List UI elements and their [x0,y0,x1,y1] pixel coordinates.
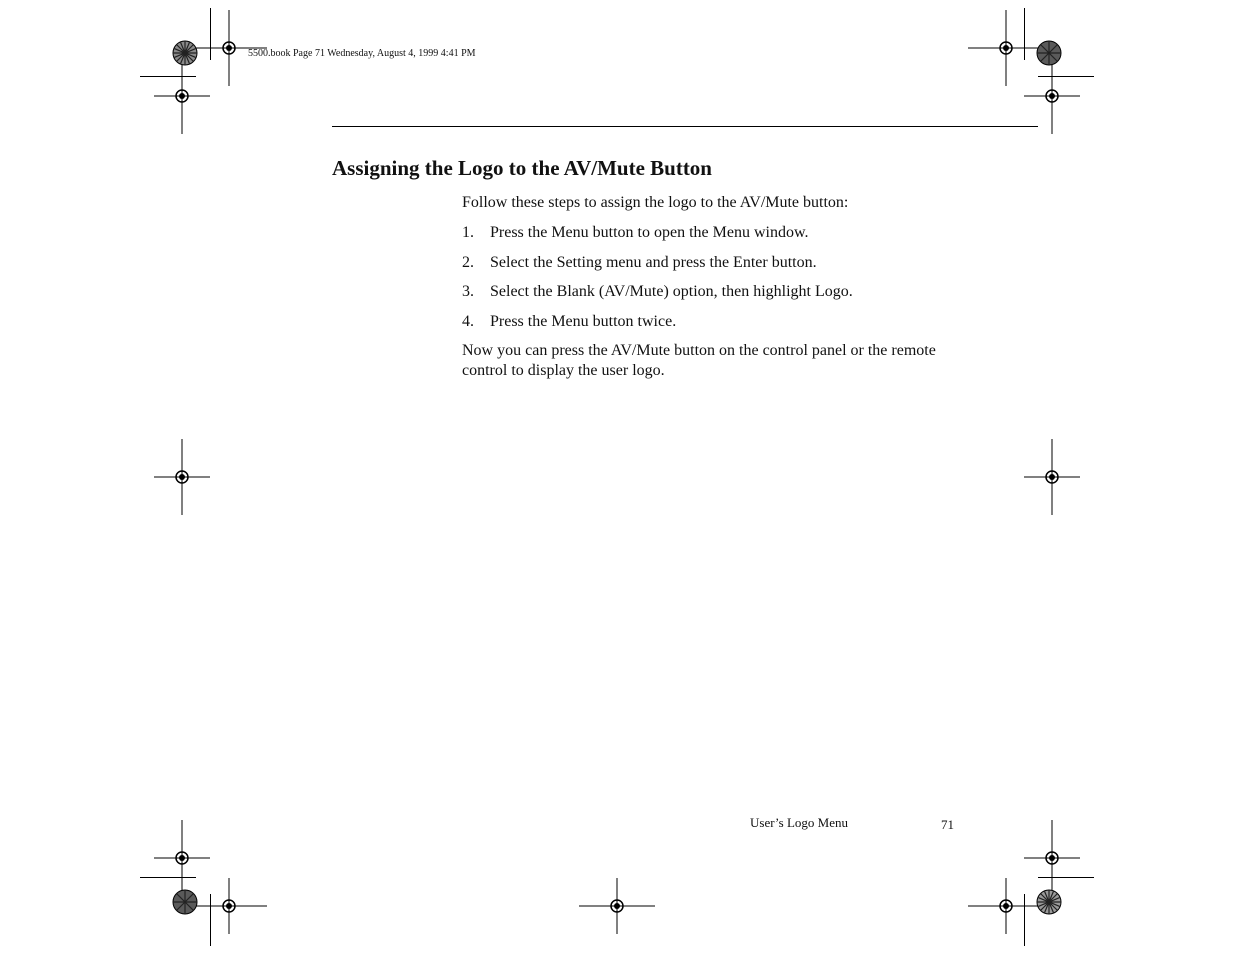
print-slug: 5500.book Page 71 Wednesday, August 4, 1999 4:41 PM [248,48,476,59]
list-item [462,223,853,253]
list-item [462,253,853,283]
closing-paragraph: Now you can press the AV/Mute button on the control panel or the remote control to display the user logo. [462,342,936,379]
starburst-mark-icon [1035,39,1063,67]
registration-mark-icon [1014,58,1090,134]
section-title: Assigning the Logo to the AV/Mute Button [332,156,712,180]
steps-list [462,223,853,342]
starburst-mark-icon [171,888,199,916]
registration-mark-icon [579,868,655,944]
step-text: Select the Blank (AV/Mute) option, then highlight Logo. [490,283,853,301]
registration-mark-icon [144,439,220,515]
starburst-mark-icon [171,39,199,67]
list-item [462,282,853,312]
step-text: Press the Menu button to open the Menu window. [490,224,809,241]
step-text: Select the Setting menu and press the Enter button. [490,253,817,271]
footer-chapter-title: User’s Logo Menu [750,815,848,830]
registration-mark-icon [968,868,1044,944]
step-number: 1. [462,224,474,241]
step-text: Press the Menu button twice. [490,313,677,331]
step-number: 2. [462,253,474,271]
list-item [462,312,853,342]
header-rule [332,126,1038,127]
step-number: 3. [462,283,474,301]
intro-text: Follow these steps to assign the logo to the AV/Mute button: [462,194,849,211]
registration-mark-icon [1014,439,1090,515]
registration-mark-icon [191,868,267,944]
registration-mark-icon [144,58,220,134]
page-number: 71 [941,817,954,832]
starburst-mark-icon [1035,888,1063,916]
step-number: 4. [462,313,474,331]
